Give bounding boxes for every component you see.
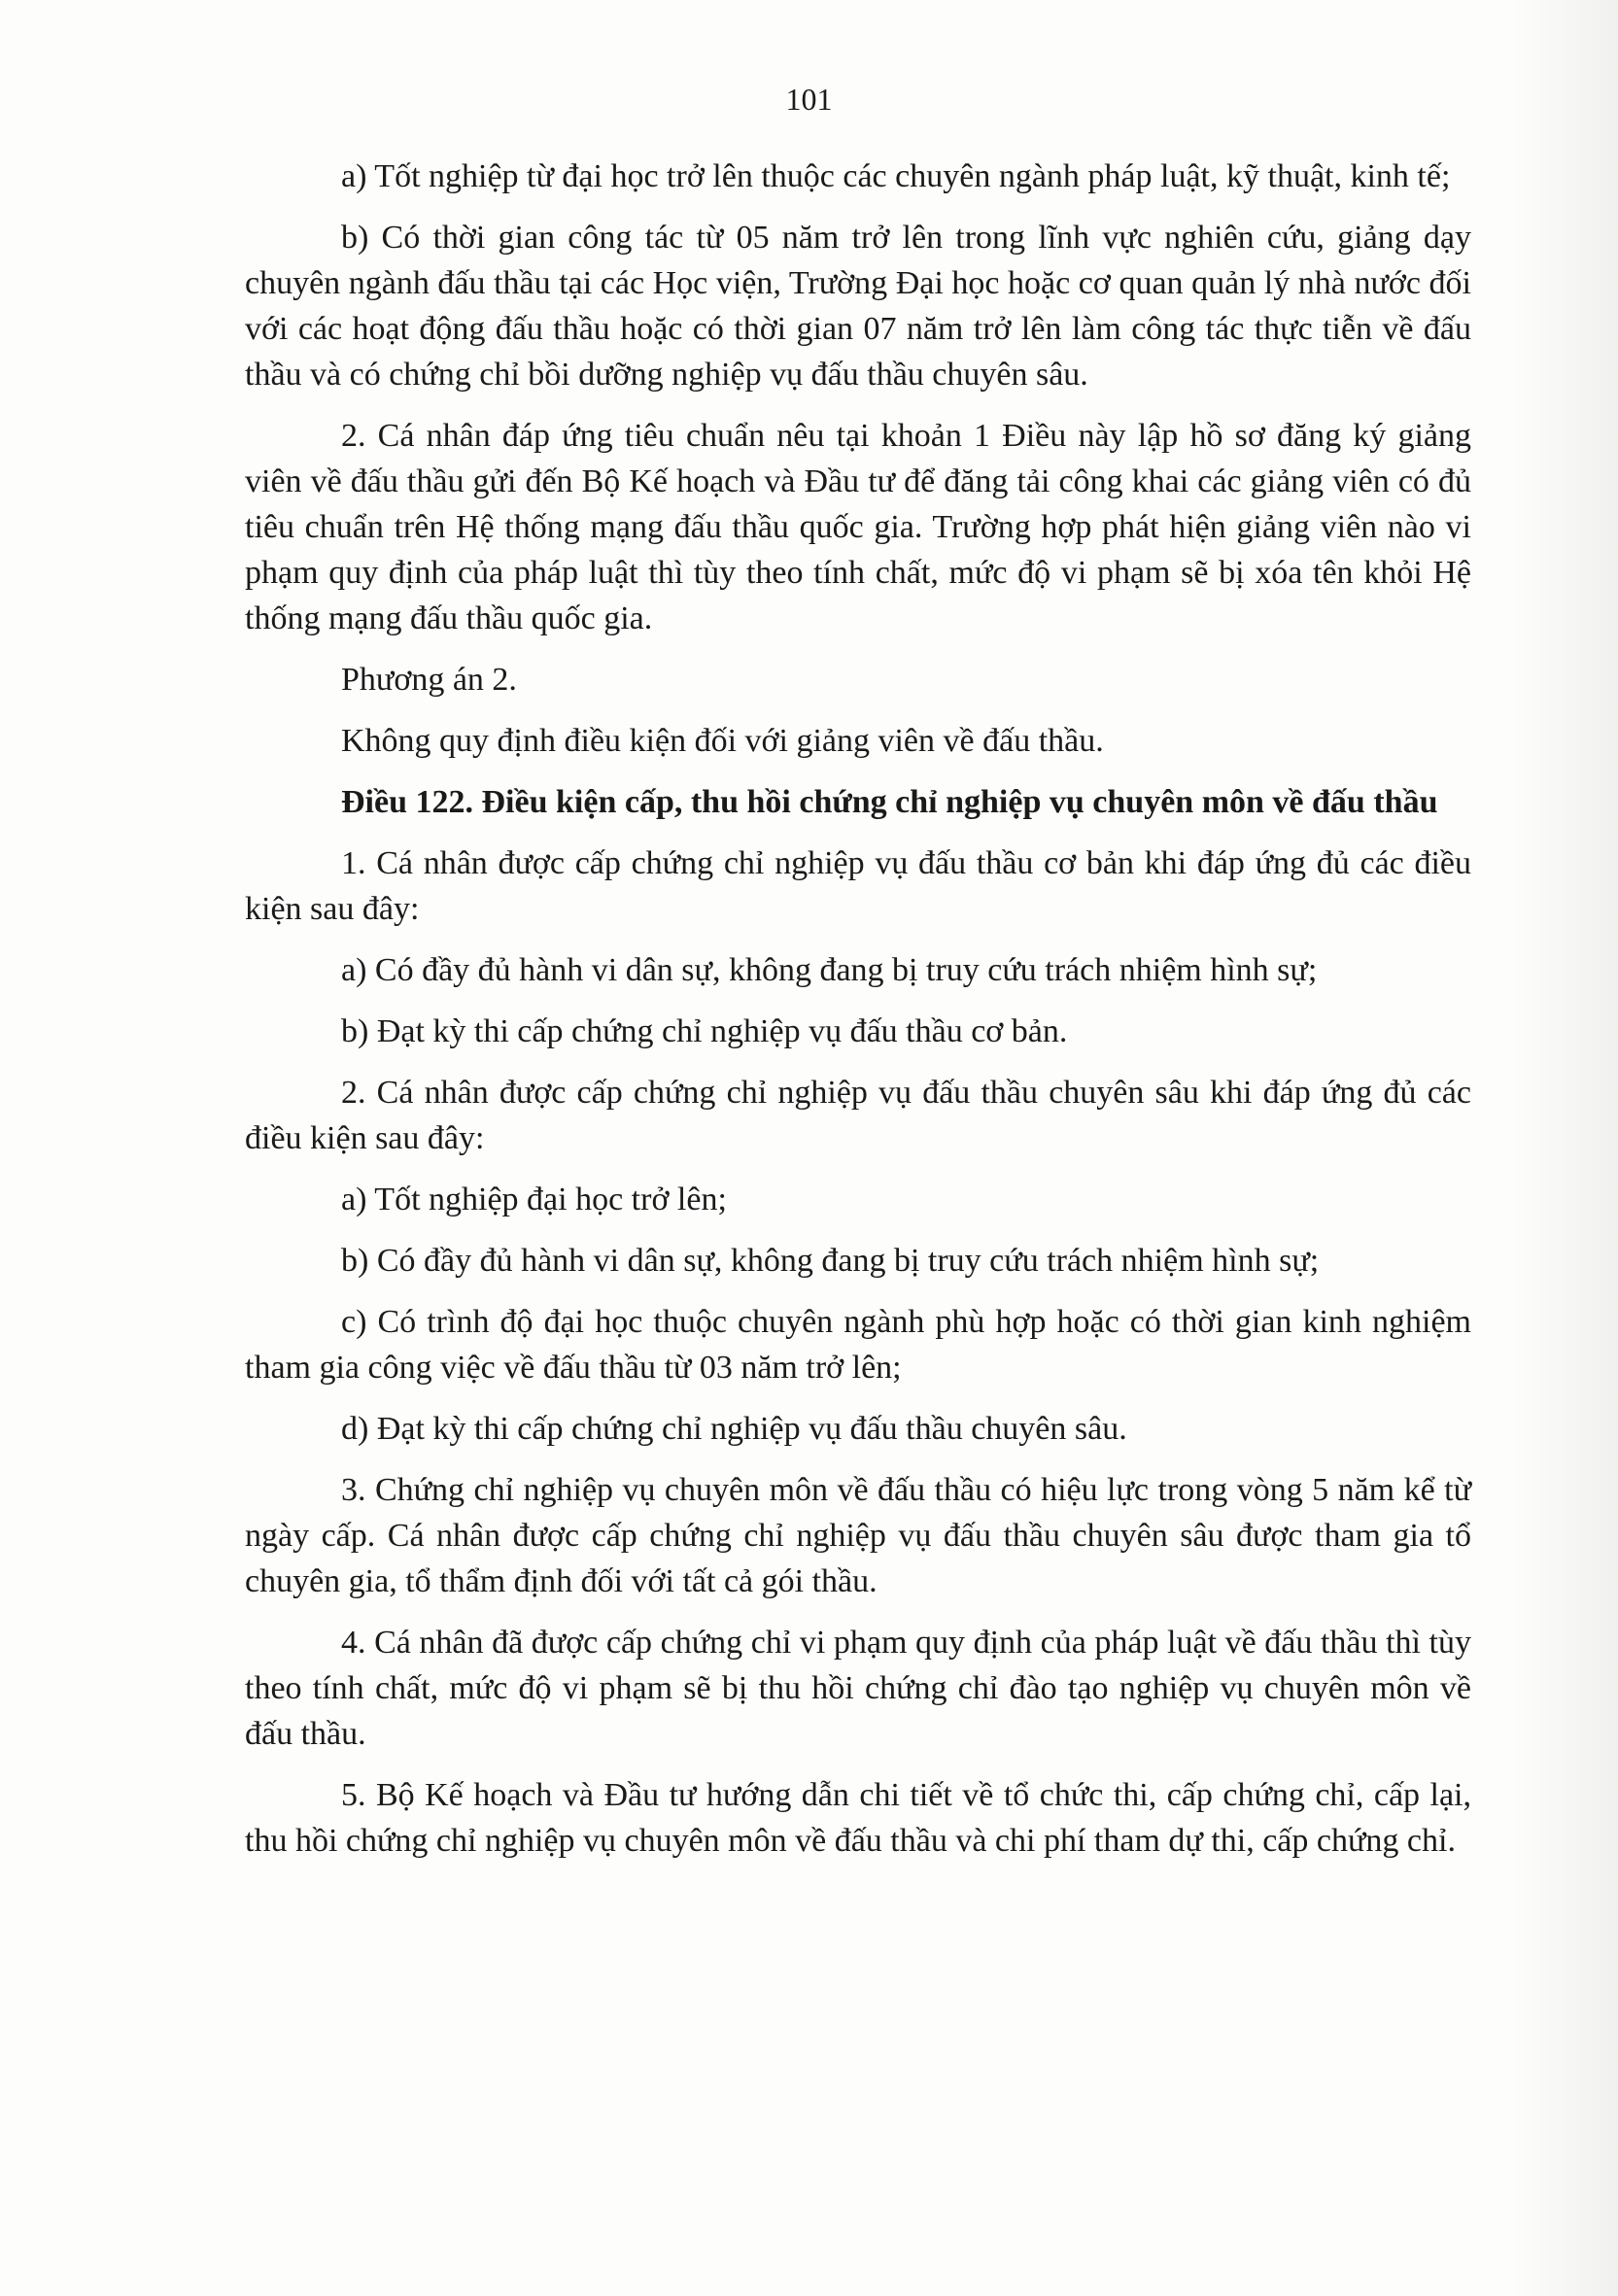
article-122-heading: Điều 122. Điều kiện cấp, thu hồi chứng chỉ nghiệp vụ chuyên môn về đấu thầu [341, 784, 1438, 820]
paragraph-2-lecturer-registration: 2. Cá nhân đáp ứng tiêu chuẩn nêu tại khoản 1 Điều này lập hồ sơ đăng ký giảng viên về đấu thầu gửi đến Bộ Kế hoạch và Đầu tư để đăng tải công khai các giảng viên có đủ tiêu chuẩn trên Hệ thống mạng đấu thầu quốc gia. Trường hợp phát hiện giảng viên nào vi phạm quy định của pháp luật thì tùy theo tính chất, mức độ vi phạm sẽ bị xóa tên khỏi Hệ thống mạng đấu thầu quốc gia. [245, 418, 1471, 636]
paragraph-122-1a: a) Có đầy đủ hành vi dân sự, không đang bị truy cứu trách nhiệm hình sự; [341, 952, 1318, 988]
paragraph-122-2d: d) Đạt kỳ thi cấp chứng chỉ nghiệp vụ đấu thầu chuyên sâu. [341, 1411, 1127, 1447]
page-number: 101 [785, 82, 833, 117]
page-edge-shadow [1511, 0, 1618, 2296]
paragraph-option-2-text: Không quy định điều kiện đối với giảng viên về đấu thầu. [341, 723, 1104, 759]
paragraph-122-1: 1. Cá nhân được cấp chứng chỉ nghiệp vụ đấu thầu cơ bản khi đáp ứng đủ các điều kiện sau đây: [245, 845, 1471, 927]
paragraph-122-2c: c) Có trình độ đại học thuộc chuyên ngành phù hợp hoặc có thời gian kinh nghiệm tham gia công việc về đấu thầu từ 03 năm trở lên; [245, 1304, 1471, 1386]
paragraph-122-1b: b) Đạt kỳ thi cấp chứng chỉ nghiệp vụ đấu thầu cơ bản. [341, 1013, 1068, 1049]
paragraph-122-4: 4. Cá nhân đã được cấp chứng chỉ vi phạm quy định của pháp luật về đấu thầu thì tùy theo tính chất, mức độ vi phạm sẽ bị thu hồi chứng chỉ đào tạo nghiệp vụ chuyên môn về đấu thầu. [245, 1625, 1471, 1752]
paragraph-122-2b: b) Có đầy đủ hành vi dân sự, không đang bị truy cứu trách nhiệm hình sự; [341, 1243, 1320, 1279]
paragraph-option-2: Phương án 2. [341, 662, 517, 698]
document-body [245, 154, 1471, 1879]
paragraph-122-2a: a) Tốt nghiệp đại học trở lên; [341, 1182, 727, 1217]
paragraph-122-2: 2. Cá nhân được cấp chứng chỉ nghiệp vụ đấu thầu chuyên sâu khi đáp ứng đủ các điều kiện sau đây: [245, 1075, 1471, 1156]
paragraph-1a-degree: a) Tốt nghiệp từ đại học trở lên thuộc các chuyên ngành pháp luật, kỹ thuật, kinh tế; [341, 158, 1451, 194]
paragraph-122-5: 5. Bộ Kế hoạch và Đầu tư hướng dẫn chi tiết về tổ chức thi, cấp chứng chỉ, cấp lại, thu hồi chứng chỉ nghiệp vụ chuyên môn về đấu thầu và chi phí tham dự thi, cấp chứng chỉ. [245, 1777, 1471, 1859]
paragraph-122-3: 3. Chứng chỉ nghiệp vụ chuyên môn về đấu thầu có hiệu lực trong vòng 5 năm kể từ ngày cấp. Cá nhân được cấp chứng chỉ nghiệp vụ đấu thầu chuyên sâu được tham gia tổ chuyên gia, tổ thẩm định đối với tất cả gói thầu. [245, 1472, 1471, 1599]
paragraph-1b-experience: b) Có thời gian công tác từ 05 năm trở lên trong lĩnh vực nghiên cứu, giảng dạy chuyên ngành đấu thầu tại các Học viện, Trường Đại học hoặc cơ quan quản lý nhà nước đối với các hoạt động đấu thầu hoặc có thời gian 07 năm trở lên làm công tác thực tiễn về đấu thầu và có chứng chỉ bồi dưỡng nghiệp vụ đấu thầu chuyên sâu. [245, 220, 1471, 393]
